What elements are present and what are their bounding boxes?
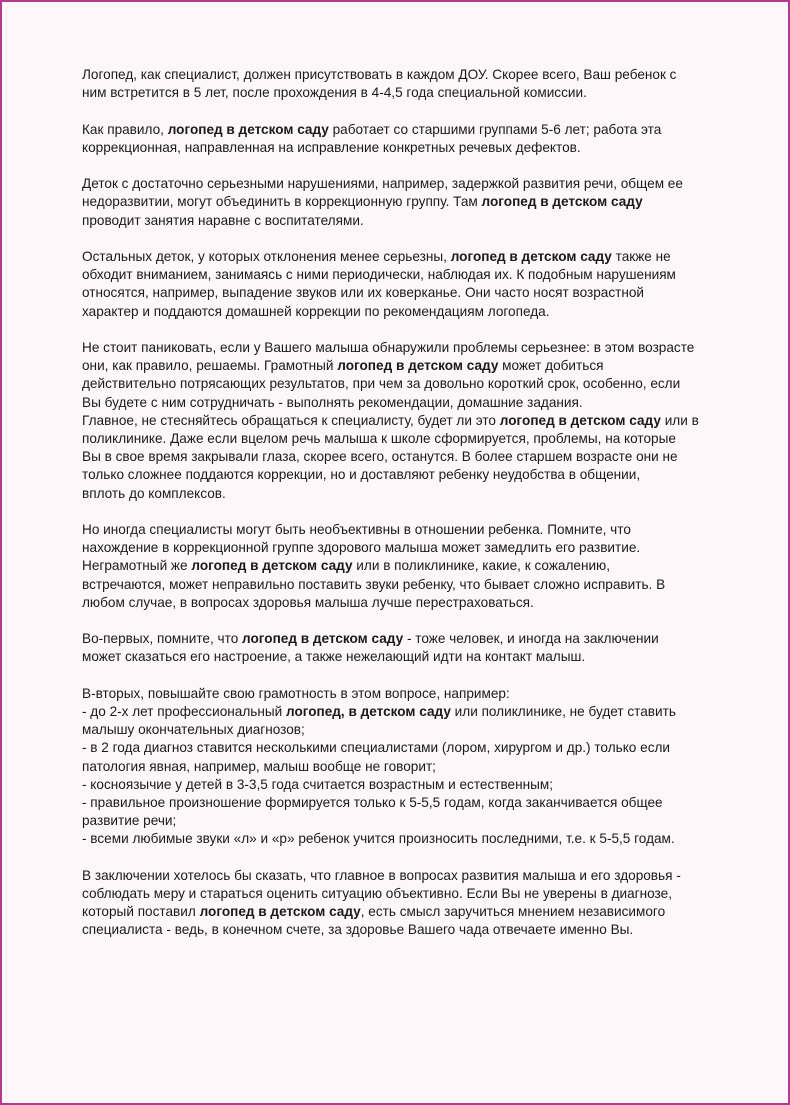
keyword-bold: логопед в детском саду — [450, 248, 612, 264]
text-line — [82, 375, 722, 393]
text-run: Деток с достаточно серьезными нарушениями, например, задержкой развития речи, общем ее — [82, 176, 683, 192]
text-run: только сложнее поддаются коррекции, но и доставляют ребенку неудобства в общении, — [82, 467, 641, 483]
text-run: - правильное произношение формируется только к 5-5,5 годам, когда заканчивается общее — [82, 795, 663, 811]
text-run: В-вторых, повышайте свою грамотность в этом вопросе, например: — [82, 685, 510, 701]
keyword-bold: логопед в детском саду — [242, 631, 404, 647]
text-run: обходит вниманием, занимаясь с ними периодически, наблюдая их. К подобным нарушениям — [82, 267, 676, 283]
text-run: может добиться — [498, 358, 604, 374]
keyword-bold: логопед в детском саду — [167, 121, 329, 137]
text-run: коррекционная, направленная на исправление конкретных речевых дефектов. — [82, 139, 581, 155]
text-run: - в 2 года диагноз ставится несколькими специалистами (лором, хирургом и др.) только если — [82, 740, 671, 756]
text-run: действительно потрясающих результатов, при чем за довольно короткий срок, особенно, если — [82, 376, 681, 392]
text-line — [82, 448, 722, 466]
paragraph — [82, 685, 722, 849]
text-line — [82, 830, 722, 848]
text-run: относятся, например, выпадение звуков или их коверканье. Они часто носят возрастной — [82, 285, 645, 301]
paragraph — [82, 339, 722, 503]
text-run: вплоть до комплексов. — [82, 485, 226, 501]
text-run: - всеми любимые звуки «л» и «р» ребенок учится произносить последними, т.е. к 5-5,5 годам. — [82, 831, 675, 847]
text-run: они, как правило, решаемы. Грамотный — [82, 358, 338, 374]
text-line — [82, 212, 722, 230]
text-run: , есть смысл заручиться мнением независимого — [360, 904, 666, 920]
paragraph — [82, 248, 722, 321]
text-run: Вы будете с ним сотрудничать - выполнять рекомендации, домашние задания. — [82, 394, 583, 410]
text-line — [82, 430, 722, 448]
text-run: характер и поддаются домашней коррекции по рекомендациям логопеда. — [82, 303, 550, 319]
paragraph — [82, 521, 722, 612]
text-run: поликлинике. Даже если вцелом речь малыша к школе сформируется, проблемы, на которые — [82, 431, 676, 446]
text-line — [82, 193, 722, 211]
text-run: Вы в свое время закрывали глаза, скорее всего, останутся. В более старшем возрасте они не — [82, 449, 678, 465]
keyword-bold: логопед в детском саду — [191, 558, 353, 574]
text-run: Во-первых, помните, что — [82, 631, 243, 647]
text-run: нахождение в коррекционной группе здорового малыша может замедлить его развитие. — [82, 540, 641, 556]
text-line — [82, 284, 722, 302]
text-run: специалиста - ведь, в конечном счете, за здоровье Вашего чада отвечаете именно Вы. — [82, 922, 634, 938]
text-run: также не — [611, 248, 671, 264]
text-line — [82, 139, 722, 157]
text-run: соблюдать меру и стараться оценить ситуацию объективно. Если Вы не уверены в диагнозе, — [82, 886, 672, 902]
text-line — [82, 266, 722, 284]
keyword-bold: логопед в детском саду — [337, 358, 499, 374]
text-run: Но иногда специалисты могут быть необъективны в отношении ребенка. Помните, что — [82, 522, 631, 537]
keyword-bold: логопед в детском саду — [499, 412, 661, 428]
keyword-bold: логопед, в детском саду — [285, 704, 451, 719]
text-run: Логопед, как специалист, должен присутствовать в каждом ДОУ. Скорее всего, Ваш ребенок с — [82, 67, 677, 82]
text-line — [82, 648, 722, 666]
text-line — [82, 175, 722, 193]
text-run: любом случае, в вопросах здоровья малыша лучше перестраховаться. — [82, 594, 534, 610]
text-run: - до 2-х лет профессиональный — [82, 704, 286, 719]
text-run: - тоже человек, и иногда на заключении — [403, 631, 659, 647]
text-line — [82, 84, 722, 102]
text-line — [82, 303, 722, 321]
text-run: или поликлинике, не будет ставить — [450, 704, 676, 719]
text-line — [82, 357, 722, 375]
text-line — [82, 812, 722, 830]
text-line — [82, 412, 722, 430]
text-line — [82, 121, 722, 139]
text-line — [82, 485, 722, 503]
text-line — [82, 539, 722, 557]
text-line — [82, 66, 722, 84]
text-run: В заключении хотелось бы сказать, что главное в вопросах развития малыша и его здоровья - — [82, 867, 681, 883]
text-run: Неграмотный же — [82, 558, 192, 574]
text-line — [82, 903, 722, 921]
text-line — [82, 776, 722, 794]
text-line — [82, 576, 722, 594]
text-run: или в — [660, 412, 699, 428]
paragraph — [82, 66, 722, 102]
text-run: - косноязычие у детей в 3-3,5 года считается возрастным и естественным; — [82, 776, 554, 792]
text-run: ним встретится в 5 лет, после прохождения в 4-4,5 года специальной комиссии. — [82, 85, 587, 101]
text-run: или в поликлинике, какие, к сожалению, — [352, 558, 611, 574]
text-line — [82, 703, 722, 721]
text-line — [82, 557, 722, 575]
text-line — [82, 521, 722, 539]
text-line — [82, 867, 722, 885]
text-line — [82, 339, 722, 357]
text-run: Главное, не стесняйтесь обращаться к специалисту, будет ли это — [82, 412, 500, 428]
text-run: встречаются, может неправильно поставить звуки ребенку, что бывает сложно исправить. В — [82, 576, 666, 592]
text-line — [82, 248, 722, 266]
text-line — [82, 594, 722, 612]
text-line — [82, 630, 722, 648]
paragraph — [82, 175, 722, 230]
text-line — [82, 921, 722, 939]
text-run: недоразвитии, могут объединить в коррекционную группу. Там — [82, 194, 482, 210]
article-body — [82, 66, 722, 958]
keyword-bold: логопед в детском саду — [481, 194, 643, 210]
text-run: работает со старшими группами 5-6 лет; работа эта — [328, 121, 662, 137]
text-run: малышу окончательных диагнозов; — [82, 722, 305, 738]
text-run: развитие речи; — [82, 813, 177, 829]
text-run: Как правило, — [82, 121, 168, 137]
keyword-bold: логопед в детском саду — [199, 904, 361, 920]
text-run: патология явная, например, малыш вообще не говорит; — [82, 758, 436, 774]
text-run: Не стоит паниковать, если у Вашего малыша обнаружили проблемы серьезнее: в этом возрасте — [82, 339, 695, 355]
text-line — [82, 394, 722, 412]
text-line — [82, 685, 722, 703]
text-line — [82, 739, 722, 757]
text-run: может сказаться его настроение, а также нежелающий идти на контакт малыш. — [82, 649, 586, 665]
text-line — [82, 794, 722, 812]
text-run: Остальных деток, у которых отклонения менее серьезны, — [82, 248, 451, 264]
text-run: который поставил — [82, 904, 200, 920]
paragraph — [82, 867, 722, 940]
text-line — [82, 885, 722, 903]
paragraph — [82, 630, 722, 666]
paragraph — [82, 121, 722, 157]
text-line — [82, 721, 722, 739]
text-line — [82, 466, 722, 484]
text-line — [82, 758, 722, 776]
text-run: проводит занятия наравне с воспитателями. — [82, 212, 364, 228]
